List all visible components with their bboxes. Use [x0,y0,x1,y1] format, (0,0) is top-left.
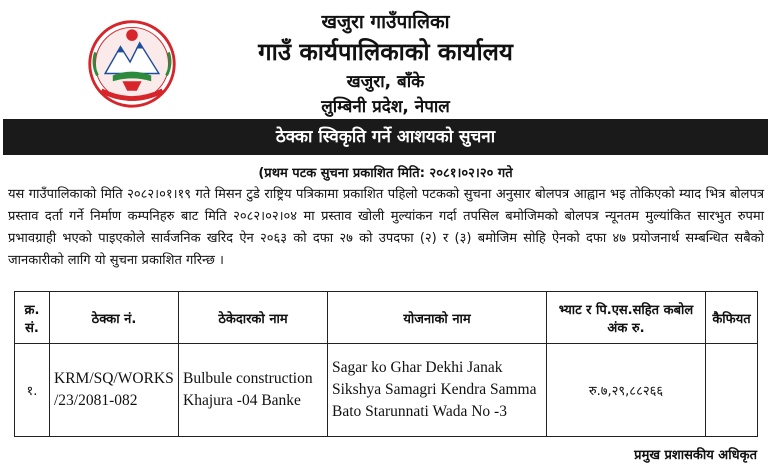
province-name: लुम्बिनी प्रदेश, नेपाल [321,97,450,117]
cell-project: Sagar ko Ghar Dekhi Janak Sikshya Samagri Kendra Samma Bato Starunnati Wada No -3 [328,344,547,437]
header-remarks: कैफियत [706,292,758,344]
header-contract-no: ठेक्का नं. [50,292,179,344]
header-contractor: ठेकेदारको नाम [179,292,328,344]
municipality-name: खजुरा गाउँपालिका [321,11,450,33]
cell-contract-no: KRM/SQ/WORKS /23/2081-082 [50,344,179,437]
signatory-title: प्रमुख प्रशासकीय अधिकृत [634,448,757,463]
contract-table [14,291,758,437]
cell-sn: १. [15,344,50,437]
notice-title-banner: ठेक्का स्विकृति गर्ने आशयको सुचना [3,119,768,155]
table-header-row [15,292,758,344]
header-amount: भ्याट र पि.एस.सहित कबोल अंक रु. [547,292,706,344]
table-row [15,344,758,437]
cell-amount: रु.७,२९,८८२६६ [547,344,706,437]
office-name: गाउँ कार्यपालिकाको कार्यालय [258,38,513,66]
office-location: खजुरा, बाँके [346,72,425,92]
header-sn: क्र. सं. [15,292,50,344]
publication-date: (प्रथम पटक सुचना प्रकाशित मिति: २०८१।०२।२० गते [258,166,513,181]
notice-body: यस गाउँपालिकाको मिति २०८२।०१।१९ गते मिसन टुडे राष्ट्रिय पत्रिकामा प्रकाशित पहिलो पटकको सुचना अनुसार बोलपत्र आह्वान भइ तोकिएको म्याद भित्र बोलपत्र प्रस्ताव दर्ता गर्ने निर्माण कम्पनिहरु बाट मिति २०८२।०२।०४ मा प्रस्ताव खोली मुल्यांकन गर्दा तपसिल बमोजिमको बोलपत्र न्यूनतम मुल्यांकित सारभुत रुपमा प्रभावग्राही भएको पाइएकोले सार्वजनिक खरिद ऐन २०६३ को दफा २७ को उपदफा (२) र (३) बमोजिम सोहि ऐनको दफा ४७ प्रयोजनार्थ सम्बन्धित सबैको जानकारीको लागि यो सुचना प्रकाशित गरिन्छ । [8,187,764,268]
header-project: योजनाको नाम [328,292,547,344]
cell-contractor: Bulbule construction Khajura -04 Banke [179,344,328,437]
cell-remarks [706,344,758,437]
